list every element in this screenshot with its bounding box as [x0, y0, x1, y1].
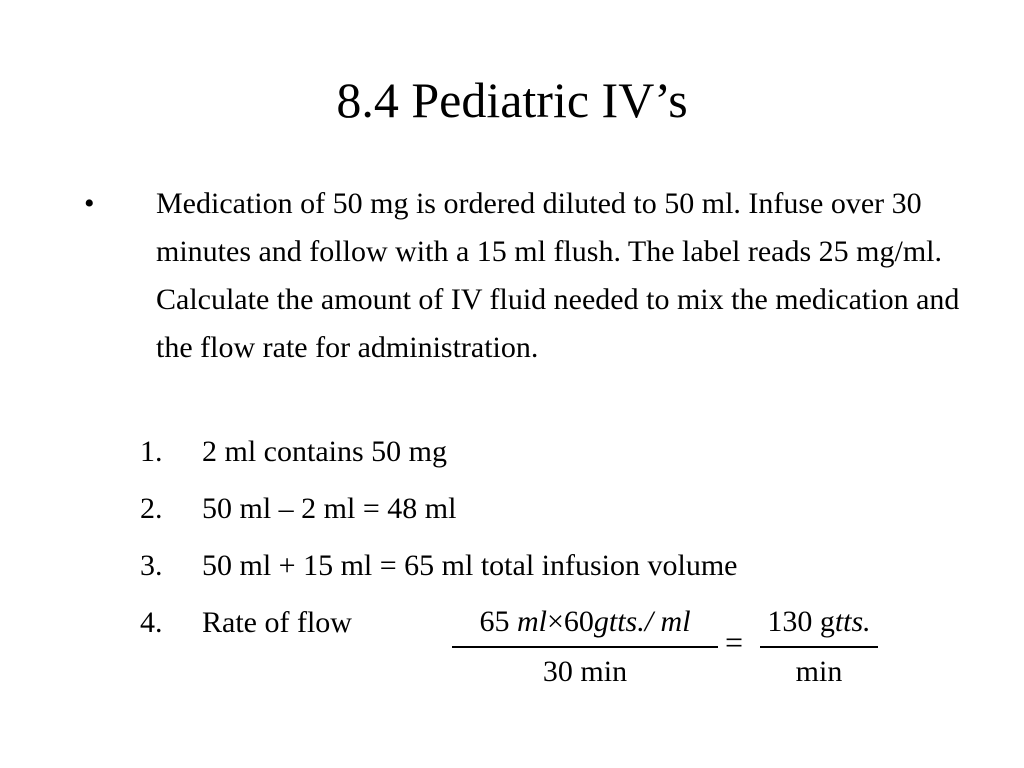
- step-text: Rate of flow: [202, 606, 352, 639]
- step-number: 4.: [140, 606, 163, 639]
- fraction-denominator: 30 min: [542, 655, 628, 688]
- step-text: 50 ml + 15 ml = 65 ml total infusion volume: [202, 549, 738, 582]
- equals-sign: =: [725, 624, 744, 660]
- numerator-factor-unit: gtts./ ml: [593, 605, 691, 638]
- fraction-numerator: [452, 604, 718, 640]
- multiply-symbol: ×: [546, 605, 564, 638]
- fraction-denominator: min: [795, 655, 843, 688]
- step-number: 2.: [140, 492, 163, 525]
- flow-rate-fraction-left: [452, 604, 718, 690]
- step-text: 2 ml contains 50 mg: [202, 435, 447, 468]
- numerator-value: 65: [479, 605, 510, 638]
- step-number: 3.: [140, 549, 163, 582]
- fraction-numerator: [760, 604, 878, 640]
- step-text: 50 ml – 2 ml = 48 ml: [202, 492, 457, 525]
- numerator-value: 130 g: [767, 605, 835, 638]
- step-number: 1.: [140, 435, 163, 468]
- numerator-factor: 60: [563, 605, 594, 638]
- bullet-text: Medication of 50 mg is ordered diluted to 50 ml. Infuse over 30 minutes and follow with a 15 ml flush. The label reads 25 mg/ml. Calculate the amount of IV fluid needed to mix the medication and the flow rate for administration.: [156, 187, 960, 364]
- flow-rate-fraction-right: [760, 604, 878, 690]
- numerator-unit: ml: [516, 605, 547, 638]
- numerator-unit: tts.: [834, 605, 871, 638]
- bullet-marker: •: [84, 187, 95, 220]
- fraction-bar: [760, 646, 878, 648]
- slide-title: 8.4 Pediatric IV’s: [336, 72, 688, 128]
- fraction-bar: [452, 646, 718, 648]
